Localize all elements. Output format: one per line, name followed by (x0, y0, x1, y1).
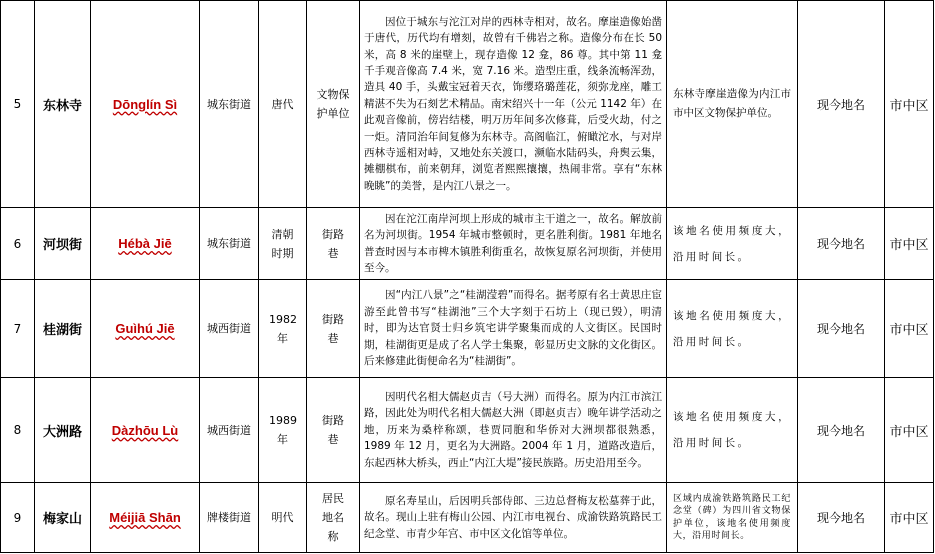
row-number: 7 (1, 280, 35, 378)
district-cell: 市中区 (885, 378, 934, 483)
note-cell: 该地名使用频度大，沿用时间长。 (667, 378, 798, 483)
place-name: 大洲路 (35, 378, 91, 483)
category-cell: 街路巷 (307, 378, 360, 483)
era-cell: 唐代 (259, 1, 307, 208)
place-name: 梅家山 (35, 483, 91, 553)
pinyin: Dàzhōu Lù (111, 422, 179, 438)
row-number: 6 (1, 208, 35, 280)
category-cell: 街路巷 (307, 280, 360, 378)
street-cell: 城东街道 (200, 208, 259, 280)
district-cell: 市中区 (885, 208, 934, 280)
row-number: 5 (1, 1, 35, 208)
status-cell: 现今地名 (798, 208, 885, 280)
note-cell: 该地名使用频度大，沿用时间长。 (667, 208, 798, 280)
pinyin: Hébà Jiē (118, 236, 172, 251)
street-cell: 城西街道 (200, 280, 259, 378)
pinyin-cell (91, 208, 200, 280)
pinyin: Dōnglín Sì (112, 96, 178, 112)
category-cell: 居民地名称 (307, 483, 360, 553)
note-cell: 区域内成渝铁路筑路民工纪念堂（碑）为四川省文物保护单位，该地名使用频度大，沿用时间长。 (667, 483, 798, 553)
place-name: 东林寺 (35, 1, 91, 208)
street-cell: 城西街道 (200, 378, 259, 483)
era-cell: 1982 年 (259, 280, 307, 378)
table-row (1, 280, 934, 378)
note-cell: 该地名使用频度大，沿用时间长。 (667, 280, 798, 378)
category-cell: 文物保护单位 (307, 1, 360, 208)
place-name: 河坝街 (35, 208, 91, 280)
era-cell: 明代 (259, 483, 307, 553)
table-row (1, 208, 934, 280)
pinyin-cell (91, 1, 200, 208)
description-cell: 因“内江八景”之“桂湖滢碧”而得名。据考原有名士黄思庄宦游至此曾书写“桂湖池”三个大字刻于石坊上（现已毁），明清时，即为达官贤士归乡筑宅讲学聚集而成的人文街区。民国时期，桂湖街更是成了名人学士集聚，彰显历史文脉的文化街区。后来修建此街便命名为“桂湖街”。 (360, 280, 667, 378)
era-cell: 清朝时期 (259, 208, 307, 280)
pinyin-cell (91, 378, 200, 483)
row-number: 8 (1, 378, 35, 483)
description-cell: 因位于城东与沱江对岸的西林寺相对，故名。摩崖造像始凿于唐代，历代均有增刻，故曾有千佛岩之称。造像分布在长 50 米，高 8 米的崖壁上，现存造像 12 龛，86 尊。其中第 11 龛千手观音像高 7.4 米，宽 7.16 米。造型庄重，线条流畅浑劲，造具 40 手，头戴宝冠着天衣，饰缨珞璐莲花，须弥龙座，雕工精湛不失为石刻艺术精品。南宋绍兴十一年（公元 1142 年）在此观音像前，傍岩结楼，明万历年间多次修葺，后受火劫，付之一炬。清同治年间复修为东林寺。高阁临江，俯瞰沱水，与对岸西林寺遥相对峙，又地处东关渡口，濒临水陆码头，舟舆云集，摊棚棋布，前来朝拜，浏览者熙熙攘攘，热闹非常。享有“东林晚眺”的美誉，是内江八景之一。 (360, 1, 667, 208)
description-cell: 因明代名相大儒赵贞吉（号大洲）而得名。原为内江市滨江路，因此处为明代名相大儒赵大洲（即赵贞吉）晚年讲学活动之地，历来为桑梓称颂，巷贾同胞和华侨对大洲坝都很熟悉，1989 年 12 月，更名为大洲路。2004 年 1 月，道路改造后，东起西林大桥头，西止“内江大堤”接民族路。历史沿用至今。 (360, 378, 667, 483)
pinyin-cell (91, 483, 200, 553)
status-cell: 现今地名 (798, 1, 885, 208)
table-row (1, 483, 934, 553)
table-row (1, 378, 934, 483)
pinyin-cell (91, 280, 200, 378)
street-cell: 城东街道 (200, 1, 259, 208)
pinyin: Guìhú Jiē (115, 321, 175, 336)
note-cell: 东林寺摩崖造像为内江市市中区文物保护单位。 (667, 1, 798, 208)
status-cell: 现今地名 (798, 483, 885, 553)
district-cell: 市中区 (885, 280, 934, 378)
era-cell: 1989 年 (259, 378, 307, 483)
district-cell: 市中区 (885, 1, 934, 208)
district-cell: 市中区 (885, 483, 934, 553)
status-cell: 现今地名 (798, 378, 885, 483)
description-cell: 因在沱江南岸河坝上形成的城市主干道之一，故名。解放前名为河坝街。1954 年城市整顿时，更名胜利街。1981 年地名普查时因与本市椑木镇胜利街重名，故恢复原名河坝街，并使用至今。 (360, 208, 667, 280)
status-cell: 现今地名 (798, 280, 885, 378)
category-cell: 街路巷 (307, 208, 360, 280)
place-name: 桂湖街 (35, 280, 91, 378)
street-cell: 牌楼街道 (200, 483, 259, 553)
row-number: 9 (1, 483, 35, 553)
table-row (1, 1, 934, 208)
description-cell: 原名寿星山，后因明兵部侍郎、三边总督梅友松墓葬于此，故名。现山上驻有梅山公园、内江市电视台、成渝铁路筑路民工纪念堂、市青少年宫、市中区文化馆等单位。 (360, 483, 667, 553)
pinyin: Méijiā Shān (109, 510, 181, 525)
